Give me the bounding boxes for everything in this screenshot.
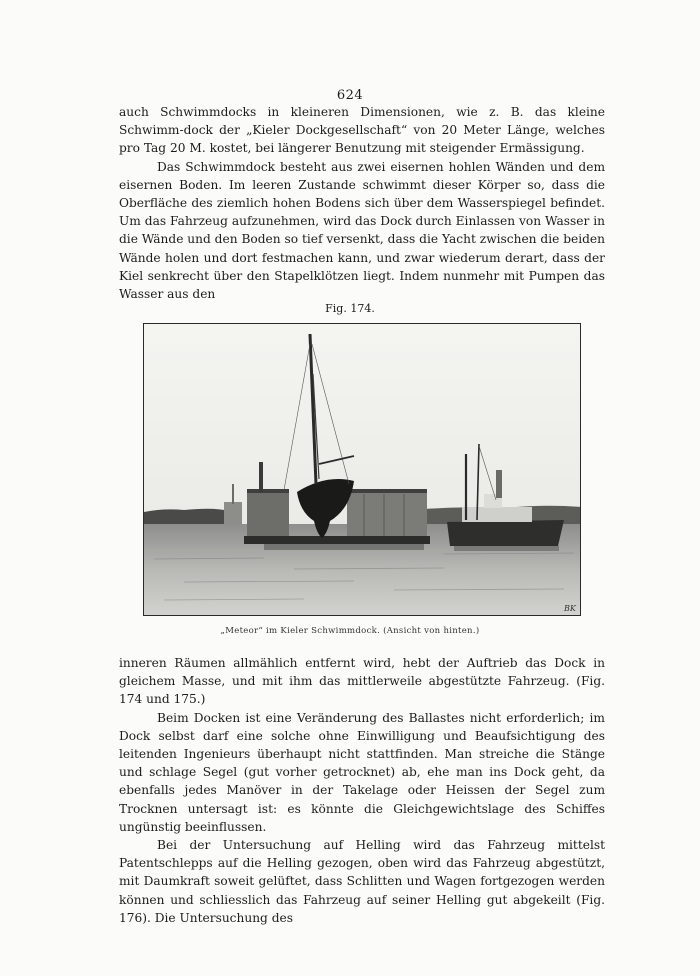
figure-caption: „Meteor“ im Kieler Schwimmdock. (Ansicht von hinten.) [220,626,480,636]
paragraph: inneren Räumen allmählich entfernt wird, hebt der Auftrieb das Dock in gleichem Masse, und mit ihm das mittlerweile abgestützte Fahrzeug. (Fig. 174 und 175.) [119,656,605,707]
paragraph: Das Schwimmdock besteht aus zwei eisernen hohlen Wänden und dem eisernen Boden. Im leeren Zustande schwimmt dieser Körper so, dass die Oberfläche des ziemlich hohen Bodens sich über dem Wasserspiegel befindet. Um das Fahrzeug aufzunehmen, wird das Dock durch Einlassen von Wasser in die Wände und den Boden so tief versenkt, dass die Yacht zwischen die beiden Wände holen und dort festmachen kann, und zwar wiederum derart, dass der Kiel senkrecht über den Stapelklötzen liegt. Indem nunmehr mit Pumpen das Wasser aus den [119,159,605,302]
figure-photo [143,323,581,616]
text-block-top [119,103,605,303]
paragraph: auch Schwimmdocks in kleineren Dimensionen, wie z. B. das kleine Schwimm-dock der „Kieler Dockgesellschaft“ von 20 Meter Länge, welches pro Tag 20 M. kostet, bei längerer Benutzung mit steigender Ermässigung. [119,105,605,156]
paragraph: Bei der Untersuchung auf Helling wird das Fahrzeug mittelst Patentschlepps auf die Helling gezogen, oben wird das Fahrzeug abgestützt, mit Daumkraft soweit gelüftet, dass Schlitten und Wagen fortgezogen werden können und schliesslich das Fahrzeug auf seiner Helling gut abgekeilt (Fig. 176). Die Untersuchung des [119,838,605,925]
page-number: 624 [336,88,364,103]
figure-label: Fig. 174. [325,302,375,315]
photo-signature: BK [564,604,576,613]
paragraph: Beim Docken ist eine Veränderung des Ballastes nicht erforderlich; im Dock selbst darf eine solche ohne Einwilligung und Beaufsichtigung des leitenden Ingenieurs überhaupt nicht stattfinden. Man streiche die Stänge und schlage Segel (gut vorher getrocknet) ab, ehe man ins Dock geht, da ebenfalls jedes Manöver in der Takelage oder Heissen der Segel zum Trocknen untersagt ist: es könnte die Gleichgewichtslage des Schiffes ungünstig beeinflussen. [119,710,605,834]
text-block-bottom [119,654,605,927]
